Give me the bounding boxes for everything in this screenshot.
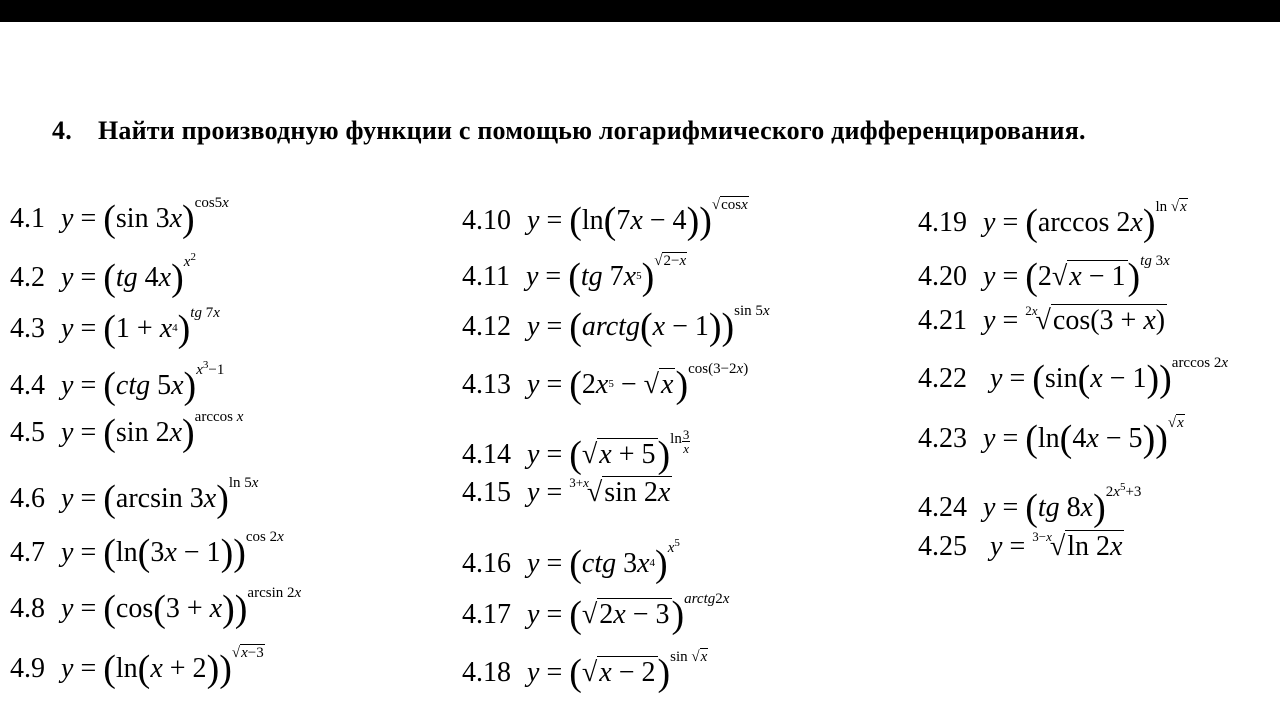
formula: y = $^{3-x}$√ln 2x: [990, 529, 1123, 562]
formula: $y = (\sin(x - 1))^{arccos 2x}$: [990, 355, 1229, 400]
exercise-number: 4.11: [462, 261, 510, 292]
exercise-4-15: [462, 476, 672, 507]
formula: y = (sin 3x)$^{cos5x}$: [61, 195, 229, 240]
exercise-4-1: [10, 196, 229, 238]
exercise-number: 4.5: [10, 417, 45, 448]
exercise-4-21: [918, 304, 1167, 335]
exercise-number: 4.20: [918, 261, 967, 292]
exercise-number: 4.6: [10, 483, 45, 514]
exercise-4-12: [462, 304, 770, 346]
formula: $y = (√x + 5)^{ln}$ $\frac{3}{x}$: [527, 427, 690, 476]
exercise-number: 4.4: [10, 370, 45, 401]
formula: $y = (√2x - 3)^{arctg2x}$: [527, 591, 730, 636]
formula: y = $^{3+x}$√sin 2x: [527, 475, 671, 508]
exercise-4-24: [918, 482, 1141, 527]
exercise-4-16: [462, 538, 680, 583]
formula: y = (arccos 2x)$^{ln √x}$: [983, 199, 1187, 244]
exercise-4-14: [462, 428, 690, 474]
exercise-number: 4.25: [918, 531, 967, 562]
exercise-4-17: [462, 592, 729, 634]
exercise-number: 4.9: [10, 653, 45, 684]
exercise-number: 4.21: [918, 305, 967, 336]
exercise-4-11: [462, 254, 687, 296]
exercise-number: 4.12: [462, 311, 511, 342]
exercise-number: 4.7: [10, 537, 45, 568]
exercise-4-22: [918, 356, 1228, 398]
formula: y = (ctg $3x^4)^{x^5}$: [527, 537, 680, 585]
formula: $y = (2x^5 - √x)^{cos(3-2x)}$: [527, 361, 749, 406]
exercise-number: 4.2: [10, 262, 45, 293]
task-number: 4.: [52, 116, 72, 145]
exercise-4-2: [10, 252, 196, 297]
exercise-number: 4.10: [462, 205, 511, 236]
exercise-4-25: [918, 530, 1124, 561]
exercise-4-10: [462, 198, 749, 240]
top-black-bar: [0, 0, 1280, 22]
exercise-4-23: [918, 416, 1185, 458]
formula: y = $^{2x}$√cos(3 + x): [983, 303, 1166, 336]
exercise-4-3: [10, 306, 220, 348]
formula: y = (ctg 5x)$^{x^3-1}$: [61, 359, 225, 407]
formula: y = (arctg(x − 1))$^{sin 5x}$: [527, 303, 770, 348]
formula: $y = (\ln(4x - 5))^{√x}$: [983, 415, 1184, 460]
formula: y = (sin 2x)$^{arccos x}$: [61, 409, 244, 454]
exercise-4-4: [10, 360, 224, 405]
formula: $y = (√x - 2)^{sin √x}$: [527, 649, 708, 694]
exercise-4-6: [10, 476, 258, 518]
exercise-4-7: [10, 530, 284, 572]
formula: $y = (\cos(3 + x))^{arcsin 2x}$: [61, 585, 302, 630]
exercise-number: 4.22: [918, 363, 967, 394]
exercise-number: 4.19: [918, 207, 967, 238]
exercise-number: 4.18: [462, 657, 511, 688]
exercise-4-20: [918, 254, 1170, 296]
task-heading: [52, 116, 1272, 146]
exercise-number: 4.23: [918, 423, 967, 454]
exercise-4-19: [918, 200, 1188, 242]
task-title: Найти производную функции с помощью логарифмического дифференцирования.: [98, 116, 1086, 145]
formula: y = (arcsin 3x)$^{ln 5x}$: [61, 475, 259, 520]
formula: y = (tg $7x^5)^{√2-x}$: [525, 253, 687, 298]
formula: $y = (\ln(x + 2))^{√x-3}$: [61, 645, 264, 690]
exercise-4-13: [462, 362, 748, 404]
exercise-number: 4.24: [918, 492, 967, 523]
formula: y = (tg 4x)$^{x^2}$: [61, 251, 196, 299]
exercise-4-5: [10, 410, 243, 452]
exercise-number: 4.17: [462, 599, 511, 630]
formula: $y = (2√x - 1)^{tg 3x}$: [983, 253, 1170, 298]
formula: $y = (1 + x^4)^{tg 7x}$: [61, 305, 220, 350]
formula: $y = (\ln(3x - 1))^{cos 2x}$: [61, 529, 284, 574]
exercise-number: 4.8: [10, 593, 45, 624]
exercise-number: 4.16: [462, 548, 511, 579]
exercise-4-8: [10, 586, 301, 628]
exercise-4-9: [10, 646, 265, 688]
exercise-number: 4.15: [462, 477, 511, 508]
exercise-4-18: [462, 650, 708, 692]
formula: y = (tg 8x)$^{2x^5+3}$: [983, 481, 1142, 529]
exercise-number: 4.13: [462, 369, 511, 400]
exercise-number: 4.14: [462, 439, 511, 470]
exercise-number: 4.1: [10, 203, 45, 234]
formula: $y = (\ln(7x - 4))^{√cosx}$: [527, 197, 748, 242]
exercise-number: 4.3: [10, 313, 45, 344]
